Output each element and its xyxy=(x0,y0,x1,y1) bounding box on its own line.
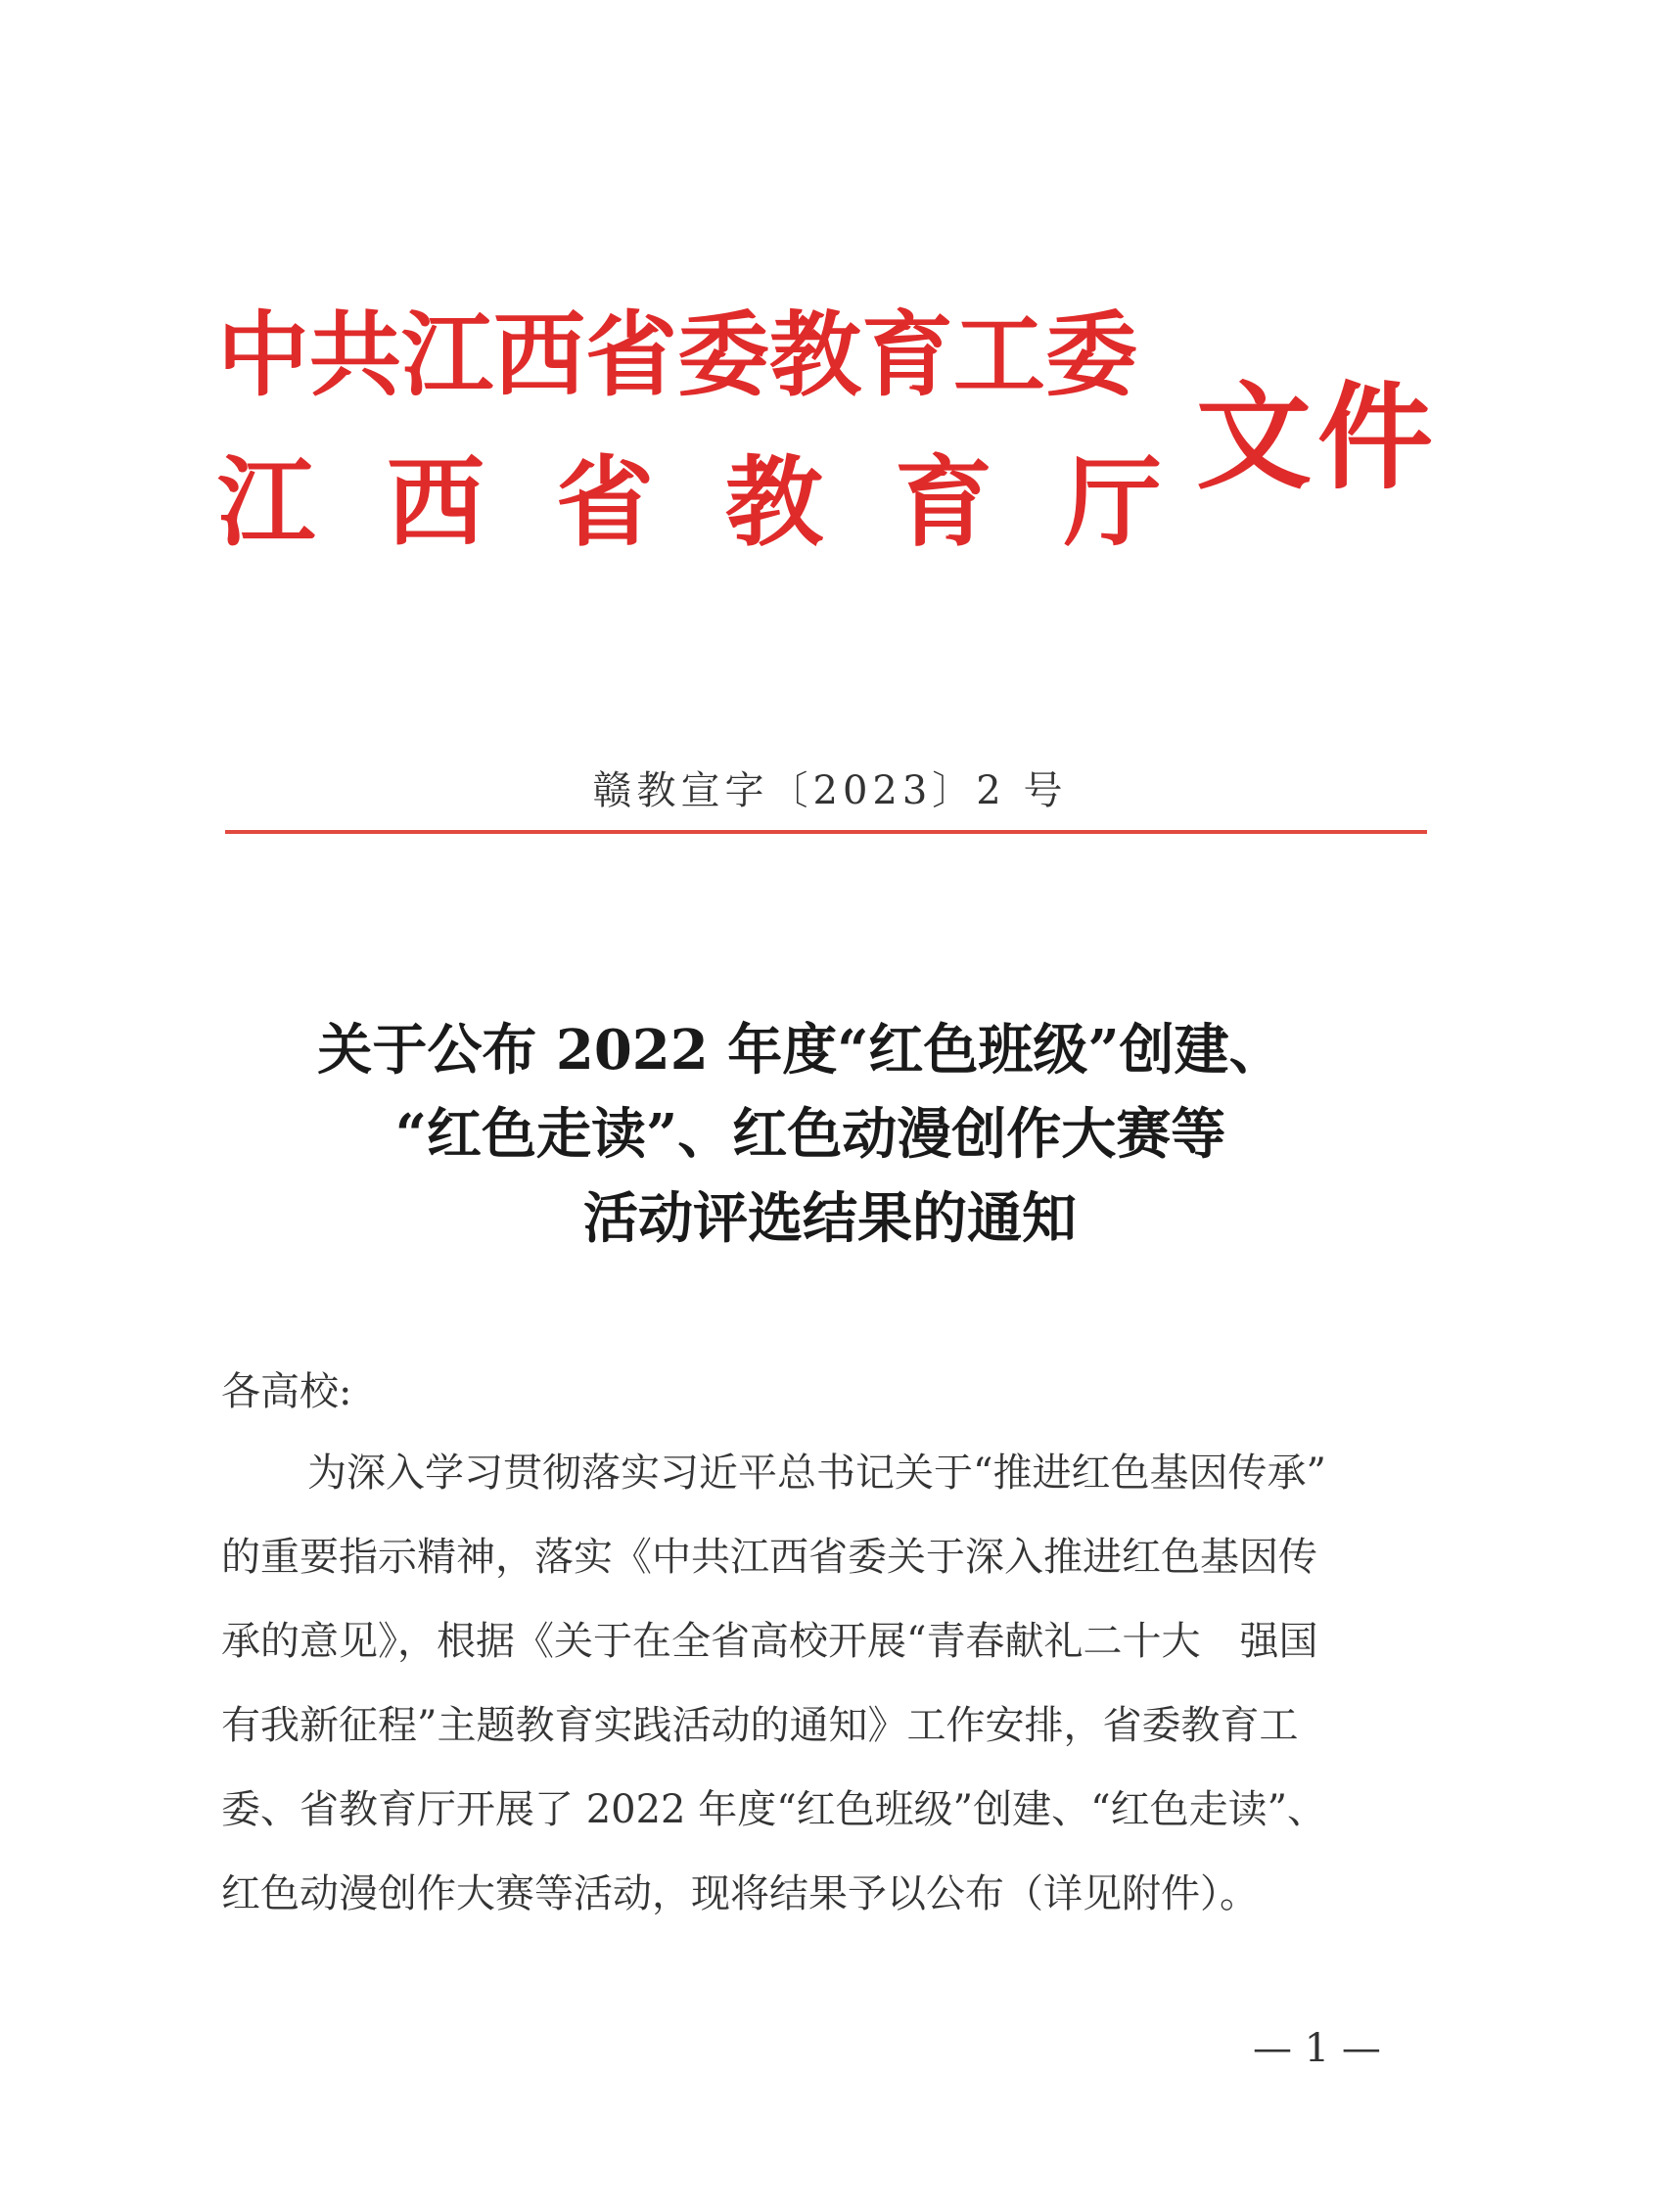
body-line: 为深入学习贯彻落实习近平总书记关于“推进红色基因传承” xyxy=(307,1451,1326,1496)
title-line-2: “红色走读”、红色动漫创作大赛等 xyxy=(394,1102,1226,1167)
body-paragraph xyxy=(221,1431,1435,1936)
body-line: 承的意见》，根据《关于在全省高校开展“青春献礼二十大 强国 xyxy=(221,1619,1318,1664)
issuer-name-party-committee: 中共江西省委教育工委 xyxy=(217,301,1138,409)
document-type-label: 文件 xyxy=(1196,369,1440,505)
document-title xyxy=(0,1008,1660,1261)
red-divider-line xyxy=(225,830,1427,834)
body-line: 的重要指示精神，落实《中共江西省委关于深入推进红色基因传 xyxy=(221,1535,1317,1580)
page-number: — 1 — xyxy=(1253,2026,1381,2071)
issuer-name-education-department: 江西省教育厅 xyxy=(217,444,1233,560)
title-line-1: 关于公布 2022 年度“红色班级”创建、 xyxy=(317,1018,1284,1083)
body-line: 委、省教育厅开展了 2022 年度“红色班级”创建、“红色走读”、 xyxy=(221,1787,1327,1832)
body-line: 红色动漫创作大赛等活动，现将结果予以公布（详见附件）。 xyxy=(221,1871,1259,1916)
salutation: 各高校: xyxy=(221,1369,352,1414)
body-line: 有我新征程”主题教育实践活动的通知》工作安排，省委教育工 xyxy=(221,1703,1299,1748)
title-line-3: 活动评选结果的通知 xyxy=(583,1186,1077,1251)
document-number: 赣教宣字〔2023〕2 号 xyxy=(592,768,1068,813)
